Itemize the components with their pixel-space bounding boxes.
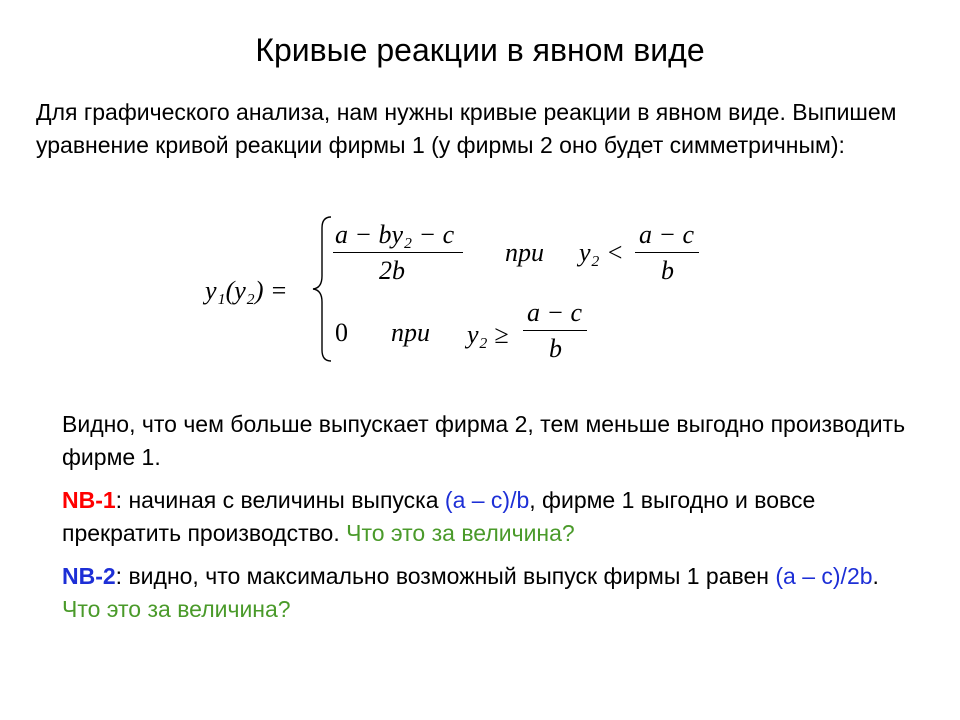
intro-paragraph: Для графического анализа, нам нужны кривые реакции в явном виде. Выпишем уравнение кривой реакции фирмы 1 (у фирмы 2 оно будет симметричным): [36,99,897,158]
nb2-expression: (a – c)/2b [775,563,873,589]
nb1-paragraph [62,484,922,550]
case1-condition-numerator: a − c [639,220,695,249]
case1-denominator: 2b [379,256,405,285]
case1-fraction-bar [333,252,463,253]
nb1-text-part2: , фирме 1 выгодно и вовсе прекратить производство. [62,487,816,546]
nb1-label: NB-1 [62,487,116,513]
nb2-text-part1: : видно, что максимально возможный выпуск фирмы 1 равен [115,563,776,589]
left-brace [309,214,335,364]
nb1-question: Что это за величина? [346,520,575,546]
case1-word: npu [505,238,544,267]
nb1-expression: (a – c)/b [444,487,530,513]
nb2-text-part2: . [872,563,879,589]
case1-condition-denominator: b [661,256,674,285]
case2-condition-fraction-bar [523,330,587,331]
reaction-curve-formula [205,210,725,370]
explanation-block [62,408,922,636]
case1-condition-lhs: y₂ < [579,238,624,267]
nb1-text-part1: : начиная с величины выпуска [115,487,445,513]
slide-title: Кривые реакции в явном виде [255,32,705,68]
case1-numerator: a − by₂ − c [335,220,455,249]
nb2-label: NB-2 [62,563,116,589]
nb2-paragraph [62,560,922,626]
case2-word: npu [391,318,430,347]
paragraph-observation: Видно, что чем больше выпускает фирма 2, тем меньше выгодно производить фирме 1. [62,411,906,470]
nb2-question: Что это за величина? [62,596,291,622]
case2-condition-lhs: y₂ ≥ [467,320,509,349]
case2-condition-denominator: b [549,334,562,363]
case1-condition-fraction-bar [635,252,699,253]
case2-value: 0 [335,318,348,347]
case2-condition-numerator: a − c [527,298,583,327]
formula-lhs: y₁(y₂) = [205,276,288,305]
